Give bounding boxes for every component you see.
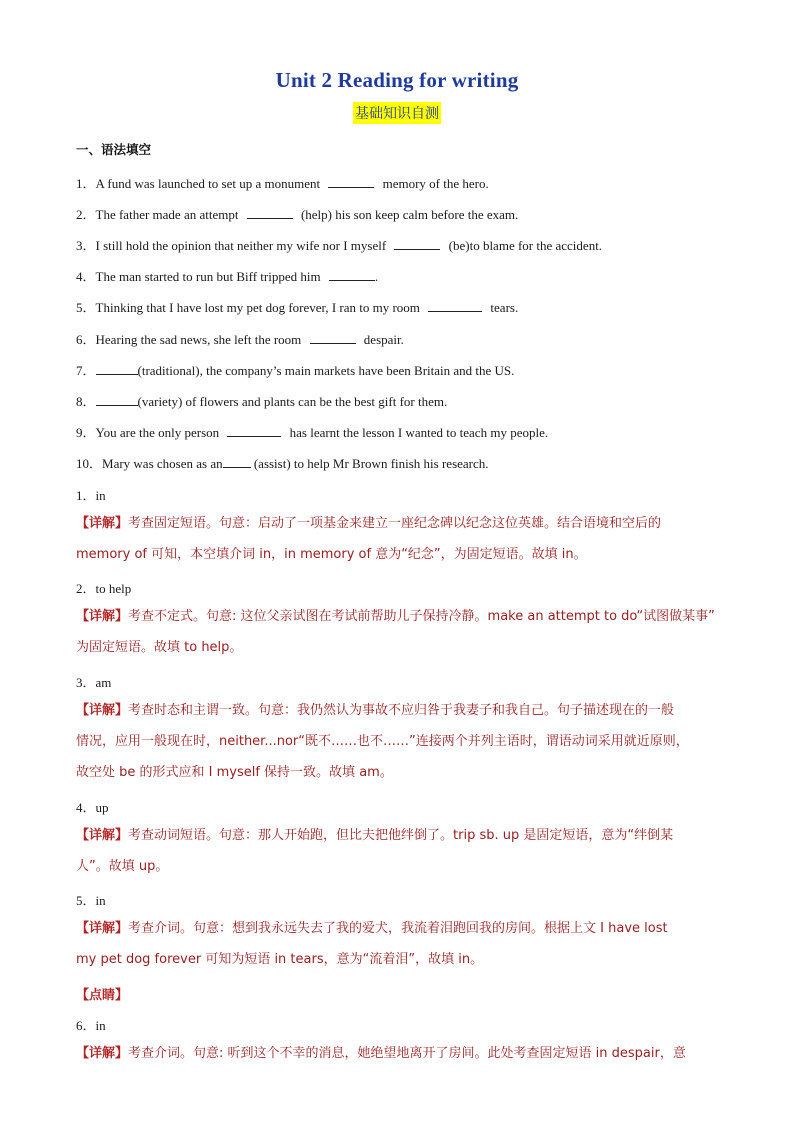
question-9 <box>76 422 548 441</box>
question-text: memory of the hero. <box>382 176 489 191</box>
question-7 <box>76 360 514 379</box>
answer-blank <box>247 206 293 219</box>
question-text: (be)to blame for the accident. <box>448 238 603 253</box>
detail-line: 考查动词短语。句意：那人开始跑，但比夫把他绊倒了。trip sb. up 是固定短语，意为“绊倒某 <box>128 828 674 843</box>
detail-line: 考查介词。句意: 听到这个不幸的消息，她绝望地离开了房间。此处考查固定短语 in despair，意 <box>128 1046 686 1061</box>
detail-line: 考查时态和主谓一致。句意：我仍然认为事故不应归咎于我妻子和我自己。句子描述现在的一般 <box>128 703 675 718</box>
detail-line: 考查固定短语。句意：启动了一项基金来建立一座纪念碑以纪念这位英雄。结合语境和空后的 <box>128 516 662 531</box>
detail-line: 为固定短语。故填 to help。 <box>76 640 243 655</box>
question-text: Thinking that I have lost my pet dog forever, I ran to my room <box>95 300 420 315</box>
page-subtitle: 基础知识自测 <box>353 102 441 124</box>
detail-tag: 【详解】 <box>76 828 129 843</box>
tip-label: 【点睛】 <box>76 988 129 1003</box>
answer-detail <box>76 601 726 663</box>
question-text: (traditional), the company’s main markets have been Britain and the US. <box>137 363 515 378</box>
subtitle-wrap <box>0 102 794 124</box>
answer-blank <box>328 175 374 188</box>
answer-detail <box>76 820 726 882</box>
answer-blank <box>329 268 375 281</box>
detail-line: memory of 可知，本空填介词 in，in memory of 意为“纪念”，为固定短语。故填 in。 <box>76 547 587 562</box>
question-text: (help) his son keep calm before the exam. <box>300 207 519 222</box>
question-text: tears. <box>490 300 519 315</box>
question-text: . <box>374 269 379 284</box>
question-text: The father made an attempt <box>95 207 239 222</box>
question-text: (assist) to help Mr Brown finish his research. <box>253 456 489 471</box>
detail-line: my pet dog forever 可知为短语 in tears，意为“流着泪”，故填 in。 <box>76 952 484 967</box>
question-number: 3． <box>76 238 96 253</box>
answer-detail <box>76 913 726 975</box>
detail-line: 故空处 be 的形式应和 I myself 保持一致。故填 am。 <box>76 765 393 780</box>
page-title: Unit 2 Reading for writing <box>275 68 519 92</box>
question-1 <box>76 173 489 192</box>
answer-detail <box>76 695 726 788</box>
question-text: Hearing the sad news, she left the room <box>95 332 302 347</box>
question-number: 9． <box>76 425 96 440</box>
answer-blank <box>223 455 251 468</box>
answer-label: 3．am <box>76 675 112 690</box>
question-number: 7． <box>76 363 96 378</box>
answer-blank <box>96 393 138 406</box>
question-text: Mary was chosen as an <box>102 456 223 471</box>
question-4 <box>76 266 378 285</box>
detail-line: 情况，应用一般现在时，neither...nor“既不……也不……”连接两个并列主语时，谓语动词采用就近原则， <box>76 734 689 749</box>
question-8 <box>76 391 447 410</box>
question-number: 2． <box>76 207 96 222</box>
question-number: 8． <box>76 394 96 409</box>
detail-tag: 【详解】 <box>76 1046 129 1061</box>
question-number: 1． <box>76 176 96 191</box>
detail-tag: 【详解】 <box>76 703 129 718</box>
answer-blank <box>428 299 482 312</box>
answer-detail <box>76 1038 726 1069</box>
question-10 <box>76 453 489 472</box>
question-2 <box>76 204 518 223</box>
detail-line: 考查介词。句意：想到我永远失去了我的爱犬，我流着泪跑回我的房间。根据上文 I have lost <box>128 921 668 936</box>
answer-label: 5．in <box>76 893 106 908</box>
answer-label: 2．to help <box>76 581 132 596</box>
question-text: A fund was launched to set up a monument <box>95 176 321 191</box>
answer-blank <box>227 424 281 437</box>
question-number: 4． <box>76 269 96 284</box>
question-text: has learnt the lesson I wanted to teach my people. <box>289 425 549 440</box>
detail-tag: 【详解】 <box>76 609 129 624</box>
question-text: I still hold the opinion that neither my wife nor I myself <box>95 238 387 253</box>
question-text: The man started to run but Biff tripped him <box>95 269 321 284</box>
question-3 <box>76 235 602 254</box>
question-5 <box>76 297 518 316</box>
question-text: despair. <box>363 332 404 347</box>
question-number: 10． <box>76 456 103 471</box>
answer-blank <box>310 331 356 344</box>
answer-blank <box>96 362 138 375</box>
question-number: 5． <box>76 300 96 315</box>
detail-tag: 【详解】 <box>76 516 129 531</box>
answer-label: 1．in <box>76 488 106 503</box>
answer-label: 6．in <box>76 1018 106 1033</box>
answer-blank <box>394 237 440 250</box>
section-title: 一、语法填空 <box>76 142 152 157</box>
detail-line: 人”。故填 up。 <box>76 859 169 874</box>
question-text: (variety) of flowers and plants can be the best gift for them. <box>137 394 448 409</box>
question-number: 6． <box>76 332 96 347</box>
question-6 <box>76 329 404 348</box>
detail-tag: 【详解】 <box>76 921 129 936</box>
answer-detail <box>76 508 726 570</box>
detail-line: 考查不定式。句意: 这位父亲试图在考试前帮助儿子保持冷静。make an attempt to do“试图做某事” <box>128 609 715 624</box>
answer-label: 4．up <box>76 800 109 815</box>
question-text: You are the only person <box>95 425 220 440</box>
